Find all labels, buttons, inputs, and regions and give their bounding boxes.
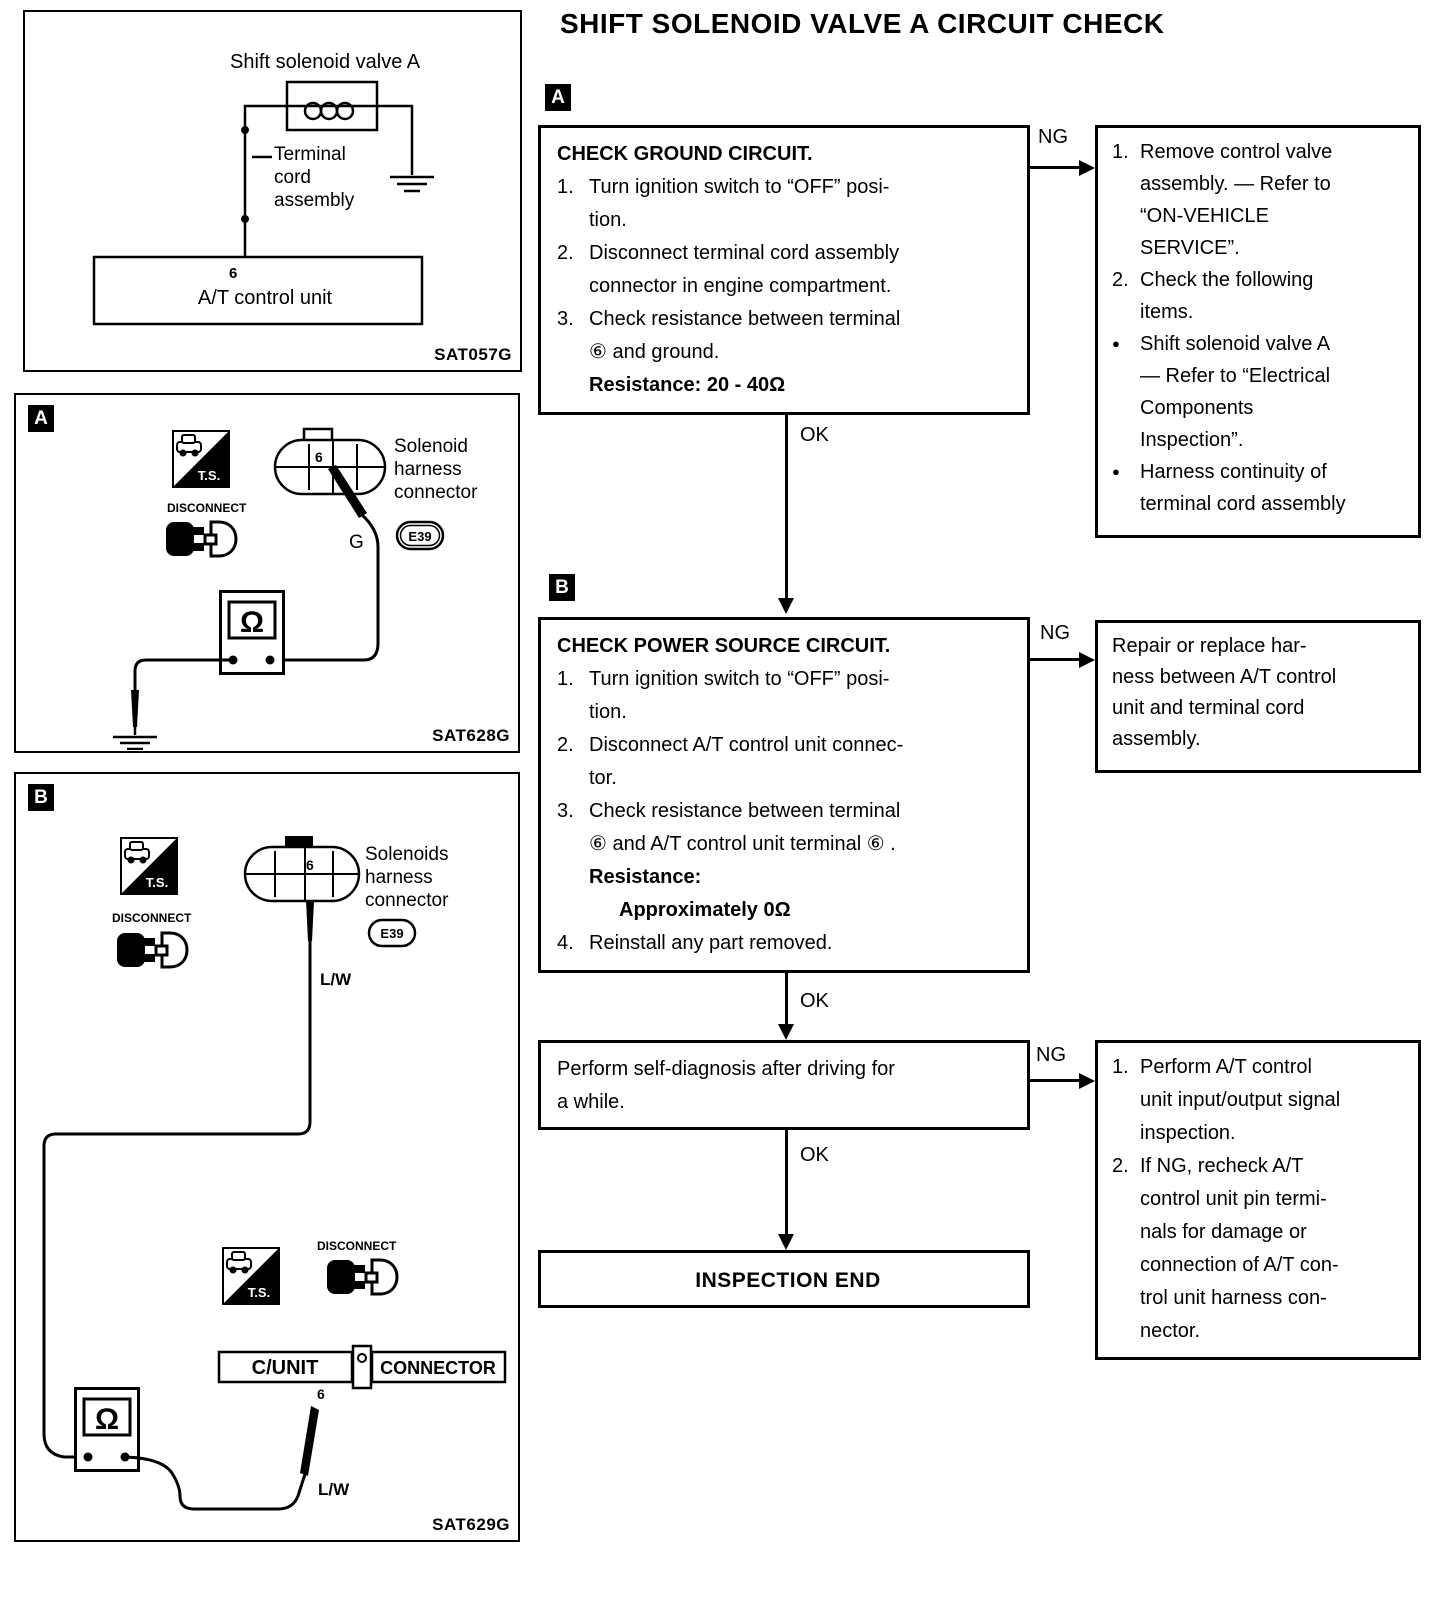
disconnect-label-2: DISCONNECT [317,1239,397,1253]
terminal-cord-label-line1: Terminal [274,144,346,165]
text-line: tion. [589,701,627,723]
flow-box-at-control-unit-inspection [1095,1040,1421,1360]
disconnect-label: DISCONNECT [112,911,192,925]
text-line: 2. Disconnect terminal cord assembly [557,242,900,264]
text-line: 2. If NG, recheck A/T [1112,1155,1304,1177]
ng-label-1: NG [1038,126,1068,148]
figure-badge-b: B [28,784,54,811]
ok-label-3: OK [800,1144,829,1166]
figure-badge-a: A [28,405,54,432]
connector-id: E39 [380,926,404,941]
text-line: SERVICE”. [1140,237,1240,259]
connector-id-badge [369,920,415,946]
text-line: Perform self-diagnosis after driving for [557,1058,895,1080]
ng-label-3: NG [1036,1044,1066,1066]
meter-lead-wire [125,1457,305,1509]
solenoids-harness-connector-symbol [245,836,359,901]
figure-code: SAT057G [434,345,512,364]
flow-box-self-diagnosis [538,1040,1030,1130]
figure-ground-check [14,393,520,753]
text-line: 2. Check the following [1112,269,1314,291]
text-line: assembly. [1112,728,1201,750]
text-line: assembly. — Refer to [1140,173,1331,195]
page-title: SHIFT SOLENOID VALVE A CIRCUIT CHECK [560,8,1165,39]
flow-box-check-power-source [538,617,1030,973]
text-line: 3. Check resistance between terminal [557,800,901,822]
text-line: tion. [589,209,627,231]
connector-name-line2: harness [394,459,462,480]
text-line: items. [1140,301,1194,323]
power-source-check-drawing [16,774,517,1539]
wire-right [377,106,412,175]
connector-name-line1: Solenoids [365,844,449,865]
text-line: tor. [589,767,617,789]
text-line: Components [1140,397,1254,419]
text-line: 1. Perform A/T control [1112,1056,1312,1078]
text-line: Inspection”. [1140,429,1244,451]
ok-label-1: OK [800,424,829,446]
wire-color-label: G [349,532,364,553]
ok-connector-line-3 [785,1130,788,1234]
wire-color-label-bottom: L/W [318,1480,350,1499]
text-line: CHECK POWER SOURCE CIRCUIT. [557,635,891,657]
solenoid-harness-connector-symbol [275,429,385,494]
text-line: 1. Turn ignition switch to “OFF” posi- [557,668,890,690]
circuit-diagram-drawing [25,12,519,369]
text-line: a while. [557,1091,625,1113]
test-probe-bottom [300,1406,319,1476]
text-line: unit and terminal cord [1112,697,1305,719]
text-line: ⑥ and A/T control unit terminal ⑥ . [589,833,896,855]
text-line: — Refer to “Electrical [1140,365,1331,387]
ground-icon [113,737,157,749]
connector-name-line1: Solenoid [394,436,468,457]
text-line: Repair or replace har- [1112,635,1307,657]
text-line: connection of A/T con- [1140,1254,1339,1276]
text-line: inspection. [1140,1122,1236,1144]
ground-check-drawing [16,395,517,750]
text-line: ness between A/T control [1112,666,1337,688]
ok-arrowhead-1 [778,598,794,614]
text-line: nector. [1140,1320,1201,1342]
text-line: 2. Disconnect A/T control unit connec- [557,734,904,756]
text-line: nals for damage or [1140,1221,1307,1243]
figure-power-source-check [14,772,520,1542]
text-line: 1. Remove control valve [1112,141,1333,163]
text-line: 1. Turn ignition switch to “OFF” posi- [557,176,890,198]
text-line: control unit pin termi- [1140,1188,1327,1210]
text-line: Resistance: 20 - 40Ω [589,374,786,396]
text-line: 4. Reinstall any part removed. [557,932,833,954]
text-line: “ON-VEHICLE [1140,205,1269,227]
flow-box-inspection-end [538,1250,1030,1308]
ng-arrowhead-3 [1079,1073,1095,1089]
ng-arrowhead-1 [1079,160,1095,176]
flow-box-remove-control-valve [1095,125,1421,538]
cunit-connector-bar [219,1346,505,1388]
cunit-pin-6: 6 [317,1386,325,1402]
flow-step-b-badge: B [549,574,575,601]
ground-icon [390,177,434,191]
wire-color-label-top: L/W [320,970,352,989]
ok-arrowhead-2 [778,1024,794,1040]
ground-probe [131,690,139,727]
ng-connector-line-3 [1030,1079,1079,1082]
inspection-end-label: INSPECTION END [695,1269,881,1292]
connector-id-badge [397,522,443,549]
flow-step-a-badge: A [545,84,571,111]
cunit-label: C/UNIT [251,1357,319,1379]
ng-connector-line-2 [1030,658,1079,661]
connector-name-line3: connector [394,482,478,503]
flow-box-repair-replace-harness [1095,620,1421,773]
disconnect-label: DISCONNECT [167,501,247,515]
ng-connector-line-1 [1030,166,1079,169]
connector-pin-6: 6 [315,449,323,465]
connector-bar-label: CONNECTOR [380,1358,496,1378]
figure-circuit-diagram [23,10,522,372]
text-line: Approximately 0Ω [619,899,791,921]
ng-arrowhead-2 [1079,652,1095,668]
terminal-cord-label-line3: assembly [274,190,355,211]
connector-name-line2: harness [365,867,433,888]
text-line: ⑥ and ground. [589,341,720,363]
terminal-pin-number: 6 [229,265,238,282]
figure-code: SAT629G [432,1515,510,1534]
ok-connector-line-1 [785,415,788,598]
connector-name-line3: connector [365,890,449,911]
connector-pin-6: 6 [306,857,314,873]
connector-id: E39 [408,529,432,544]
text-line: 3. Check resistance between terminal [557,308,901,330]
text-line: ● Harness continuity of [1112,461,1327,483]
text-line: ● Shift solenoid valve A [1112,333,1331,355]
ng-label-2: NG [1040,622,1070,644]
figure-code: SAT628G [432,726,510,745]
ok-connector-line-2 [785,973,788,1026]
solenoid-valve-label: Shift solenoid valve A [230,51,421,73]
ground-lead-wire [135,660,233,690]
text-line: Resistance: [589,866,702,888]
text-line: terminal cord assembly [1140,493,1346,515]
test-probe-top [306,901,314,941]
text-line: CHECK GROUND CIRCUIT. [557,143,813,165]
text-line: trol unit harness con- [1140,1287,1327,1309]
ok-label-2: OK [800,990,829,1012]
text-line: connector in engine compartment. [589,275,892,297]
flow-box-check-ground-circuit [538,125,1030,415]
ok-arrowhead-3 [778,1234,794,1250]
text-line: unit input/output signal [1140,1089,1341,1111]
terminal-cord-label-line2: cord [274,167,311,188]
at-control-unit-label: A/T control unit [197,287,333,309]
